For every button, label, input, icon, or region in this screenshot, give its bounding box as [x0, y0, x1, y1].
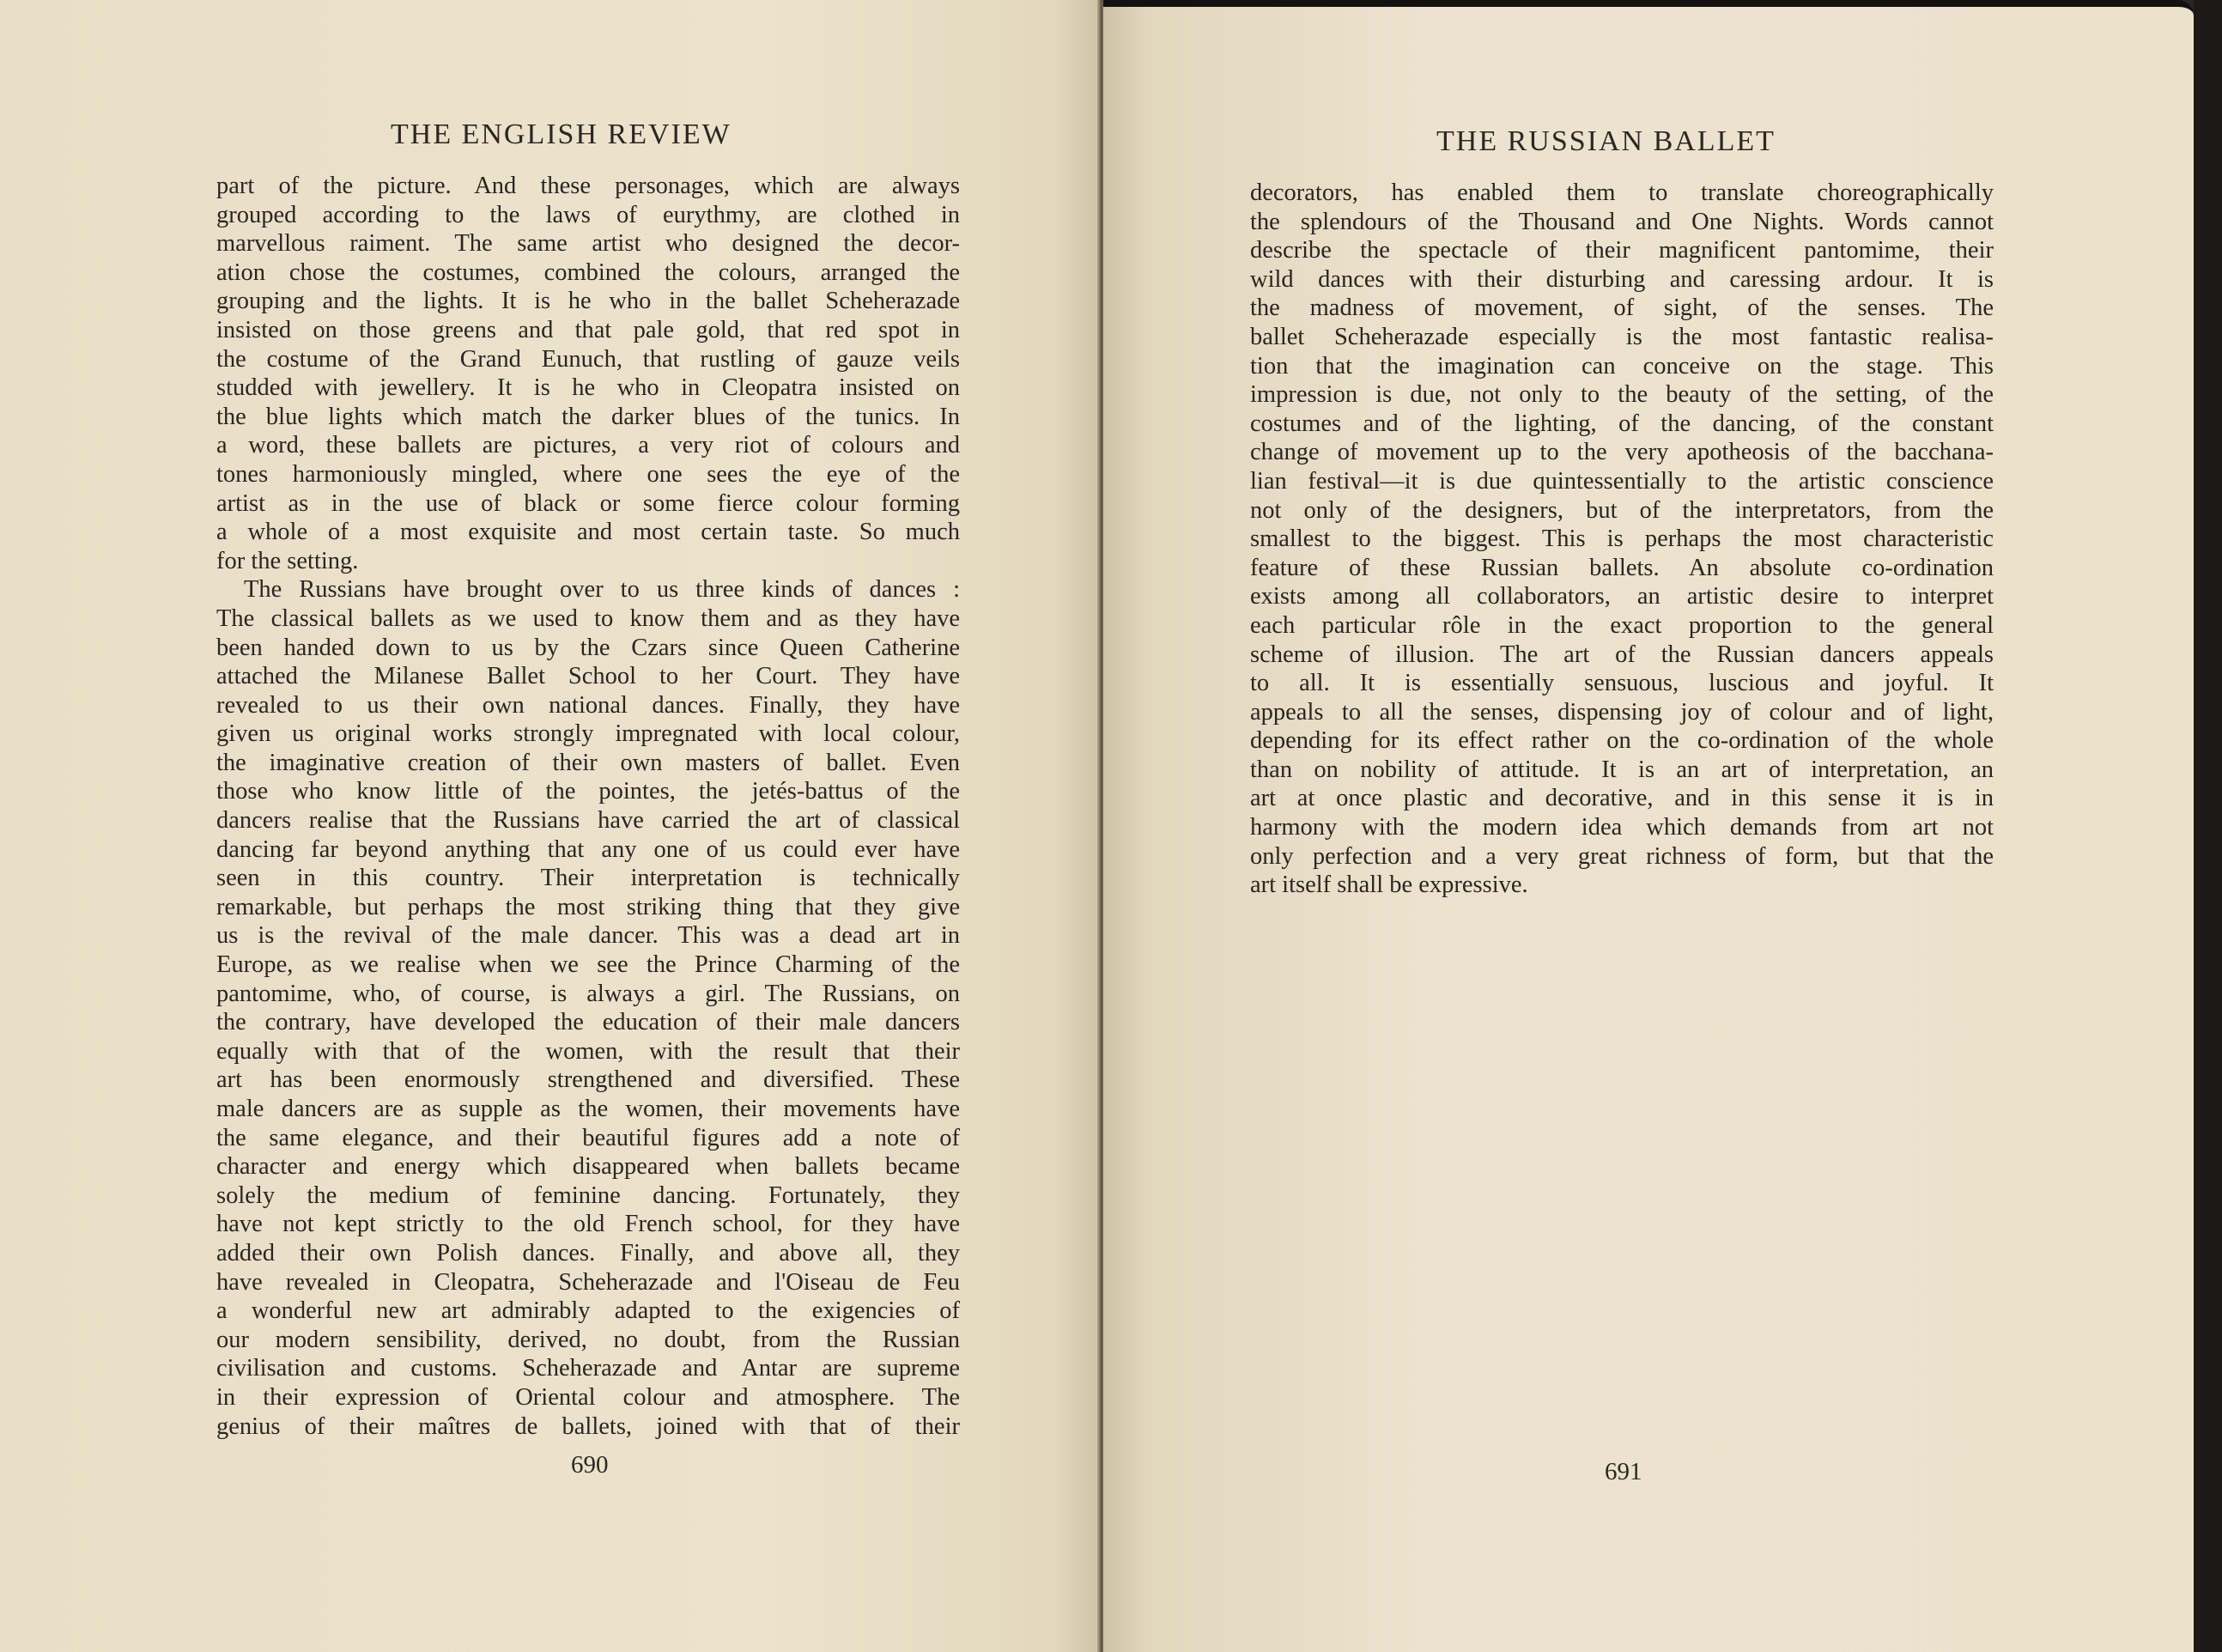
- text-line: wild dances with their disturbing and caressing ardour. It is: [1250, 265, 1994, 293]
- text-line: each particular rôle in the exact proportion to the general: [1250, 611, 1994, 639]
- text-line: depending for its effect rather on the co-ordination of the whole: [1250, 727, 1994, 755]
- page-number-right: 691: [1605, 1458, 1642, 1485]
- text-line: The Russians have brought over to us three kinds of dances :: [244, 576, 960, 604]
- text-line: smallest to the biggest. This is perhaps the most characteristic: [1250, 525, 1994, 553]
- text-line: genius of their maîtres de ballets, joined with that of their: [216, 1412, 960, 1440]
- text-line: not only of the designers, but of the interpretators, from the: [1250, 496, 1994, 524]
- text-line: pantomime, who, of course, is always a girl. The Russians, on: [216, 980, 960, 1007]
- text-line: The classical ballets as we used to know them and as they have: [216, 604, 960, 632]
- text-line: artist as in the use of black or some fierce colour forming: [216, 489, 960, 517]
- text-line: a wonderful new art admirably adapted to the exigencies of: [216, 1297, 960, 1325]
- text-line: solely the medium of feminine dancing. Fortunately, they: [216, 1181, 960, 1209]
- text-line: only perfection and a very great richness of form, but that the: [1250, 842, 1994, 870]
- text-line: scheme of illusion. The art of the Russian dancers appeals: [1250, 641, 1994, 668]
- text-line: feature of these Russian ballets. An absolute co-ordination: [1250, 554, 1994, 581]
- text-line: lian festival—it is due quintessentially to the artistic conscience: [1250, 467, 1994, 495]
- text-line: studded with jewellery. It is he who in Cleopatra insisted on: [216, 374, 960, 402]
- text-line: dancing far beyond anything that any one of us could ever have: [216, 835, 960, 863]
- text-line: the blue lights which match the darker blues of the tunics. In: [216, 403, 960, 430]
- text-line: the splendours of the Thousand and One Nights. Words cannot: [1250, 208, 1994, 235]
- text-line: art has been enormously strengthened and diversified. These: [216, 1066, 960, 1094]
- text-line: dancers realise that the Russians have carried the art of classical: [216, 807, 960, 835]
- text-line: marvellous raiment. The same artist who designed the decor-: [216, 230, 960, 258]
- text-line: ballet Scheherazade especially is the most fantastic realisa-: [1250, 323, 1994, 350]
- text-line: male dancers are as supple as the women, their movements have: [216, 1096, 960, 1122]
- text-line: given us original works strongly impregnated with local colour,: [216, 720, 960, 748]
- text-line: added their own Polish dances. Finally, and above all, they: [216, 1239, 960, 1266]
- text-line: the madness of movement, of sight, of the senses. The: [1250, 295, 1994, 322]
- text-line: tones harmoniously mingled, where one sees the eye of the: [216, 460, 960, 488]
- text-line: exists among all collaborators, an artistic desire to interpret: [1250, 583, 1994, 610]
- text-line: for the setting.: [216, 547, 359, 574]
- right-page: [1103, 0, 2194, 1652]
- page-number-left: 690: [571, 1451, 609, 1479]
- text-line: revealed to us their own national dances. Finally, they have: [216, 691, 960, 719]
- running-head-left: THE ENGLISH REVIEW: [391, 118, 732, 150]
- text-line: costumes and of the lighting, of the dancing, of the constant: [1250, 410, 1994, 437]
- text-line: remarkable, but perhaps the most striking thing that they give: [216, 893, 960, 920]
- text-line: us is the revival of the male dancer. This was a dead art in: [216, 922, 960, 950]
- text-line: those who know little of the pointes, the jetés-battus of the: [216, 778, 960, 805]
- text-line: character and energy which disappeared when ballets became: [216, 1153, 960, 1181]
- text-line: than on nobility of attitude. It is an art of interpretation, an: [1250, 756, 1994, 783]
- text-line: appeals to all the senses, dispensing joy of colour and of light,: [1250, 698, 1994, 726]
- text-line: grouped according to the laws of eurythmy, are clothed in: [216, 201, 960, 228]
- text-line: the costume of the Grand Eunuch, that rustling of gauze veils: [216, 345, 960, 373]
- text-line: equally with that of the women, with the result that their: [216, 1037, 960, 1065]
- text-line: art itself shall be expressive.: [1250, 872, 1528, 899]
- text-line: civilisation and customs. Scheherazade and Antar are supreme: [216, 1355, 960, 1382]
- text-line: the contrary, have developed the education of their male dancers: [216, 1009, 960, 1036]
- left-page-text: [216, 172, 960, 1441]
- text-line: our modern sensibility, derived, no doubt, from the Russian: [216, 1326, 960, 1353]
- text-line: Europe, as we realise when we see the Prince Charming of the: [216, 951, 960, 979]
- text-line: seen in this country. Their interpretation is technically: [216, 865, 960, 892]
- text-line: tion that the imagination can conceive on the stage. This: [1250, 352, 1994, 380]
- text-line: attached the Milanese Ballet School to her Court. They have: [216, 663, 960, 690]
- text-line: been handed down to us by the Czars since Queen Catherine: [216, 634, 960, 661]
- text-line: change of movement up to the very apotheosis of the bacchana-: [1250, 439, 1994, 466]
- scan-background-edge: [2194, 0, 2222, 1652]
- text-line: grouping and the lights. It is he who in the ballet Scheherazade: [216, 288, 960, 315]
- text-line: the imaginative creation of their own masters of ballet. Even: [216, 749, 960, 776]
- text-line: a whole of a most exquisite and most certain taste. So much: [216, 519, 960, 546]
- text-line: impression is due, not only to the beauty of the setting, of the: [1250, 381, 1994, 409]
- text-line: have not kept strictly to the old French school, for they have: [216, 1211, 960, 1238]
- text-line: the same elegance, and their beautiful figures add a note of: [216, 1124, 960, 1151]
- text-line: in their expression of Oriental colour and atmosphere. The: [216, 1383, 960, 1411]
- text-line: ation chose the costumes, combined the colours, arranged the: [216, 258, 960, 286]
- text-line: describe the spectacle of their magnificent pantomime, their: [1250, 237, 1994, 264]
- text-line: a word, these ballets are pictures, a very riot of colours and: [216, 432, 960, 459]
- text-line: part of the picture. And these personages, which are always: [216, 173, 960, 199]
- text-line: to all. It is essentially sensuous, luscious and joyful. It: [1250, 670, 1994, 697]
- running-head-right: THE RUSSIAN BALLET: [1436, 125, 1776, 157]
- text-line: decorators, has enabled them to translate choreographically: [1250, 179, 1994, 206]
- text-line: insisted on those greens and that pale gold, that red spot in: [216, 316, 960, 343]
- text-line: have revealed in Cleopatra, Scheherazade and l'Oiseau de Feu: [216, 1268, 960, 1296]
- text-line: art at once plastic and decorative, and in this sense it is in: [1250, 785, 1994, 812]
- text-line: harmony with the modern idea which demands from art not: [1250, 814, 1994, 841]
- right-page-text: [1250, 179, 1994, 900]
- left-page: [0, 0, 1099, 1652]
